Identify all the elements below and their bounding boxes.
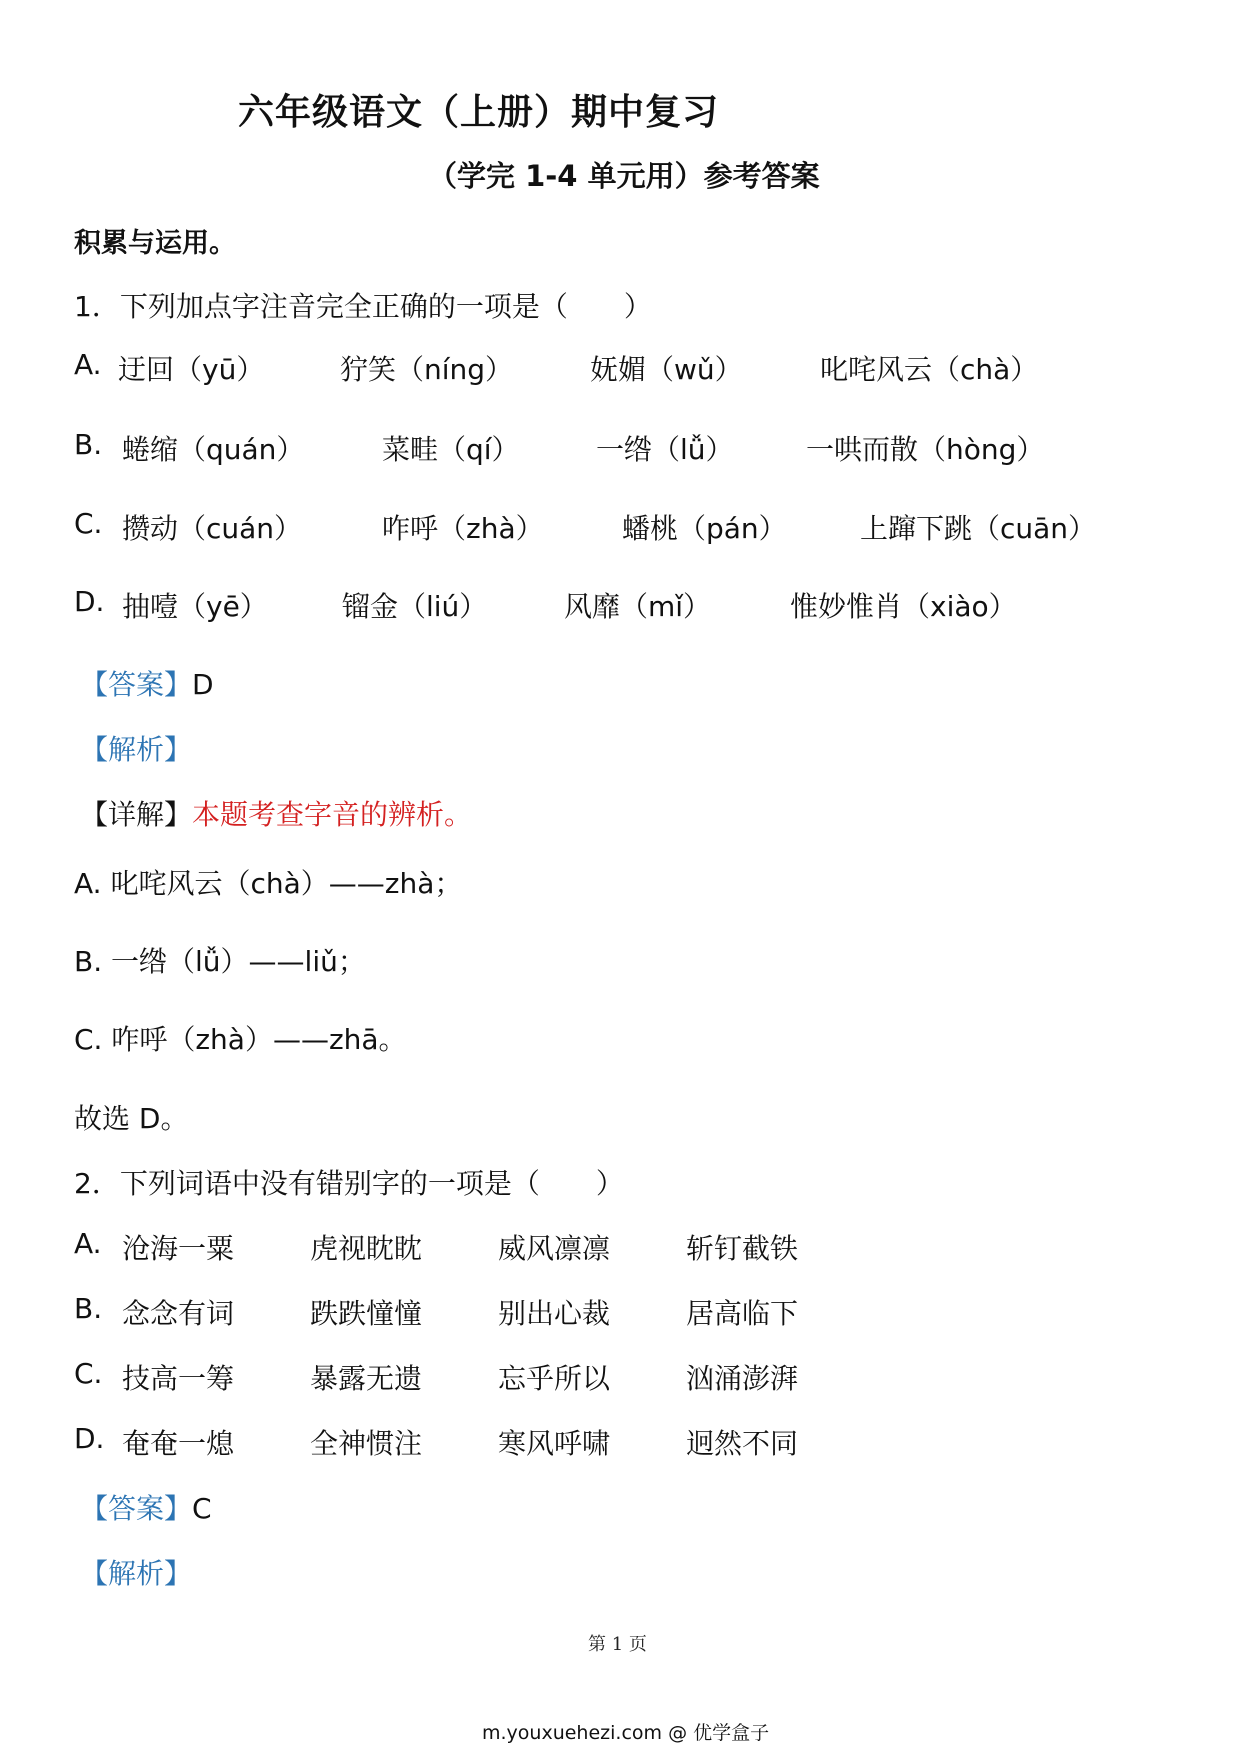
option-label: C.	[74, 507, 103, 540]
document-title: 六年级语文（上册）期中复习	[238, 92, 720, 133]
option-item: 狞笑（níng）	[340, 353, 514, 386]
option-item: 上蹿下跳（cuān）	[860, 512, 1097, 545]
option-item: 迥然不同	[686, 1427, 799, 1460]
option-item: 汹涌澎湃	[686, 1362, 799, 1395]
option-label: A.	[74, 1227, 102, 1260]
q1-analysis-tag: 【解析】	[80, 733, 193, 766]
question-1-stem: 1．下列加点字注音完全正确的一项是（ ）	[74, 290, 652, 323]
option-item: 蜷缩（quán）	[122, 433, 305, 466]
option-label: C.	[74, 1357, 103, 1390]
q1-correction-c: C. 咋呼（zhà）——zhā。	[74, 1023, 407, 1056]
answer-value: D	[192, 668, 214, 701]
q1-correction-a: A. 叱咤风云（chà）——zhà；	[74, 867, 463, 900]
option-item: 虎视眈眈	[310, 1232, 423, 1265]
option-item: 忘乎所以	[498, 1362, 611, 1395]
option-item: 寒风呼啸	[498, 1427, 611, 1460]
option-item: 迂回（yū）	[118, 353, 265, 386]
option-item: 妩媚（wǔ）	[590, 353, 743, 386]
option-item: 沧海一粟	[122, 1232, 235, 1265]
q2-answer-row	[80, 1487, 212, 1527]
detail-tag: 【详解】	[80, 798, 193, 831]
document-subtitle: （学完 1-4 单元用）参考答案	[428, 159, 820, 193]
option-item: 全神惯注	[310, 1427, 423, 1460]
option-item: 镏金（liú）	[342, 590, 488, 623]
option-item: 别出心裁	[498, 1297, 611, 1330]
q2-analysis-tag: 【解析】	[80, 1557, 193, 1590]
q1-conclusion: 故选 D。	[74, 1102, 189, 1135]
option-item: 风靡（mǐ）	[564, 590, 712, 623]
option-item: 惟妙惟肖（xiào）	[790, 590, 1017, 623]
footer-watermark: m.youxuehezi.com @ 优学盒子	[482, 1722, 770, 1744]
option-item: 蟠桃（pán）	[622, 512, 787, 545]
option-item: 叱咤风云（chà）	[820, 353, 1039, 386]
option-label: B.	[74, 1292, 103, 1325]
answer-tag: 【答案】	[80, 668, 193, 701]
option-item: 攒动（cuán）	[122, 512, 303, 545]
option-item: 跌跌憧憧	[310, 1297, 423, 1330]
page-number: 第 1 页	[588, 1634, 647, 1655]
option-item: 一哄而散（hòng）	[806, 433, 1045, 466]
option-label: A.	[74, 348, 102, 381]
detail-text: 本题考查字音的辨析。	[192, 798, 473, 831]
option-item: 咋呼（zhà）	[382, 512, 544, 545]
option-item: 菜畦（qí）	[382, 433, 520, 466]
q1-answer-row	[80, 663, 214, 703]
section-heading: 积累与运用。	[74, 228, 236, 259]
option-label: B.	[74, 428, 103, 461]
option-item: 斩钉截铁	[686, 1232, 799, 1265]
answer-value: C	[192, 1492, 212, 1525]
option-item: 技高一筹	[122, 1362, 235, 1395]
option-item: 抽噎（yē）	[122, 590, 268, 623]
answer-tag: 【答案】	[80, 1492, 193, 1525]
option-item: 念念有词	[122, 1297, 235, 1330]
q1-detail-row	[80, 793, 472, 833]
option-item: 一绺（lǚ）	[596, 433, 734, 466]
option-label: D.	[74, 1422, 105, 1455]
option-item: 暴露无遗	[310, 1362, 423, 1395]
option-item: 居高临下	[686, 1297, 799, 1330]
option-label: D.	[74, 585, 105, 618]
question-2-stem: 2．下列词语中没有错别字的一项是（ ）	[74, 1167, 624, 1200]
q1-correction-b: B. 一绺（lǚ）——liǔ；	[74, 945, 366, 978]
option-item: 奄奄一熄	[122, 1427, 235, 1460]
option-item: 威风凛凛	[498, 1232, 611, 1265]
